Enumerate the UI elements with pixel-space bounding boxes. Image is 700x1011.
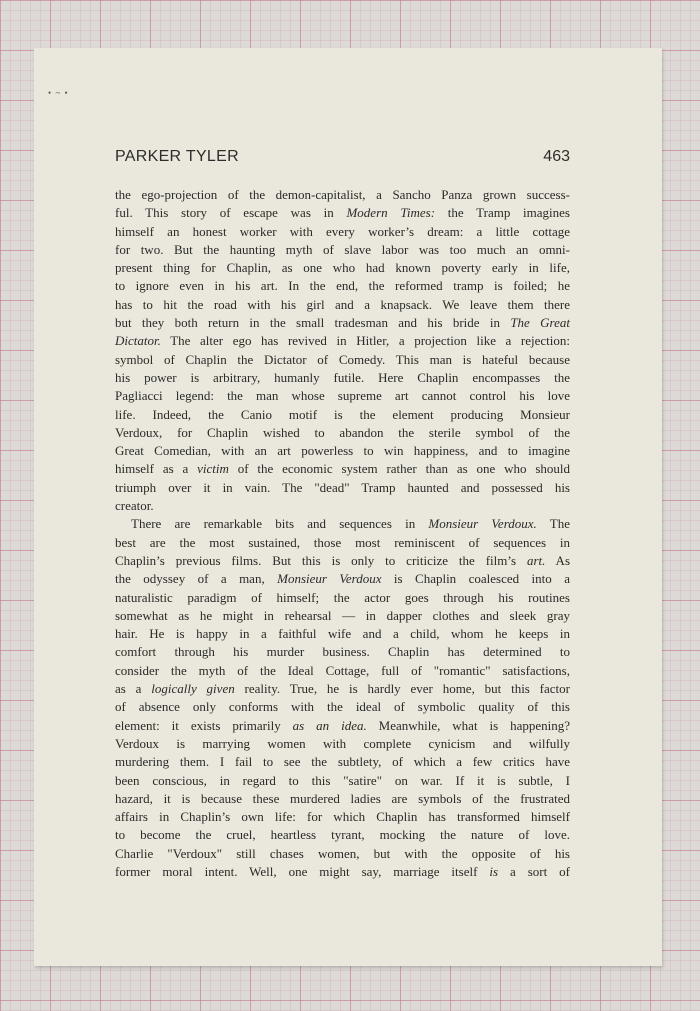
page-number: 463 [543, 148, 570, 165]
text-run: comfort through his murder business. Chaplin has determined to [115, 644, 570, 660]
text-line [115, 204, 570, 222]
text-run: the odyssey of a man, [115, 571, 278, 587]
running-head-author: PARKER TYLER [115, 148, 239, 165]
text-run: to become the cruel, heartless tyrant, mocking the nature of love. [115, 827, 570, 843]
italic-run: is [489, 863, 499, 879]
text-line [115, 351, 570, 369]
italic-run: The Great [510, 315, 570, 331]
text-line [115, 186, 570, 204]
italic-run: art. [526, 552, 546, 568]
italic-run: Dictator. [115, 333, 161, 349]
text-line [115, 241, 570, 259]
text-run: of absence only conforms with the ideal of symbolic quality of this [115, 699, 570, 715]
italic-run: logically given [151, 681, 235, 697]
text-line [115, 863, 570, 881]
text-line [115, 662, 570, 680]
text-run: for two. But the haunting myth of slave labor was too much an omni- [115, 241, 570, 257]
text-run: the Tramp imagines [435, 205, 570, 221]
text-line [115, 406, 570, 424]
italic-run: Monsieur Verdoux [277, 571, 382, 587]
text-line [115, 442, 570, 460]
text-line [115, 314, 570, 332]
text-run: best are the most sustained, those most reminiscent of sequences in [115, 534, 570, 550]
paper-specks: • ~ • [48, 88, 69, 98]
text-run: naturalistic paradigm of himself; the actor goes through his routines [115, 589, 570, 605]
text-line [115, 515, 570, 533]
text-run: The [536, 516, 570, 532]
text-run: hazard, it is because these murdered ladies are symbols of the frustrated [115, 790, 570, 806]
text-line [115, 424, 570, 442]
text-line [115, 552, 570, 570]
text-line [115, 698, 570, 716]
text-run: somewhat as he might in rehearsal — in dapper clothes and sleek gray [115, 607, 570, 623]
text-line [115, 223, 570, 241]
body-text [115, 186, 570, 881]
text-run: himself an honest worker with every worker’s dream: a little cottage [115, 223, 570, 239]
text-run: has to hit the road with his girl and a knapsack. We leave them there [115, 296, 570, 312]
running-header [115, 148, 570, 172]
text-line [115, 826, 570, 844]
text-run: murdering them. I fail to see the subtlety, of which a few critics have [115, 754, 570, 770]
text-run: consider the myth of the Ideal Cottage, full of "romantic" satisfactions, [115, 662, 570, 678]
text-line [115, 643, 570, 661]
text-line [115, 460, 570, 478]
italic-run: Modern Times: [346, 205, 436, 221]
text-run: ful. This story of escape was in [115, 205, 347, 221]
text-line [115, 625, 570, 643]
text-run: is Chaplin coalesced into a [381, 571, 570, 587]
text-line [115, 790, 570, 808]
text-line [115, 296, 570, 314]
text-line [115, 259, 570, 277]
italic-run: victim [197, 461, 229, 477]
text-run: been conscious, in regard to this "satire" on war. If it is subtle, I [115, 772, 570, 788]
text-run: There are remarkable bits and sequences in [131, 516, 429, 532]
text-line [115, 845, 570, 863]
book-page [34, 48, 662, 966]
text-run: of the economic system rather than as one who should [228, 461, 570, 477]
text-run: present thing for Chaplin, as one who had known poverty early in life, [115, 260, 570, 276]
text-line [115, 735, 570, 753]
text-run: the ego-projection of the demon-capitalist, a Sancho Panza grown success- [115, 187, 570, 202]
text-run: a sort of [498, 863, 570, 879]
text-run: Meanwhile, what is happening? [366, 717, 571, 733]
text-run: Great Comedian, with an art powerless to win happiness, and to imagine [115, 443, 570, 459]
text-run: creator. [115, 498, 154, 514]
text-line [115, 479, 570, 497]
text-run: Verdoux is marrying women with complete cynicism and wilfully [115, 735, 570, 751]
text-line [115, 534, 570, 552]
text-run: hair. He is happy in a faithful wife and a child, whom he keeps in [115, 626, 570, 642]
text-line [115, 387, 570, 405]
text-run: triumph over it in vain. The "dead" Tramp haunted and possessed his [115, 479, 570, 495]
text-line [115, 332, 570, 350]
text-run: his power is arbitrary, humanly futile. Here Chaplin encompasses the [115, 369, 570, 385]
text-run: Chaplin’s previous films. But this is only to criticize the film’s [115, 552, 527, 568]
text-run: former moral intent. Well, one might say, marriage itself [115, 863, 490, 879]
text-run: himself as a [115, 461, 198, 477]
text-line [115, 808, 570, 826]
text-run: affairs in Chaplin’s own life: for which Chaplin has transformed himself [115, 809, 570, 825]
text-run: Verdoux, for Chaplin wished to abandon the sterile symbol of the [115, 424, 570, 440]
text-run: element: it exists primarily [115, 717, 293, 733]
text-run: reality. True, he is hardly ever home, but this factor [234, 681, 570, 697]
text-line [115, 607, 570, 625]
text-line [115, 497, 570, 515]
text-run: Pagliacci legend: the man whose supreme art cannot control his love [115, 388, 570, 404]
text-run: but they both return in the small tradesman and his bride in [115, 315, 511, 331]
text-run: to ignore even in his art. In the end, the reformed tramp is foiled; he [115, 278, 570, 294]
text-run: Charlie "Verdoux" still chases women, but with the opposite of his [115, 845, 570, 861]
text-run: as a [115, 681, 152, 697]
text-run: As [545, 552, 570, 568]
text-run: symbol of Chaplin the Dictator of Comedy. This man is hateful because [115, 351, 570, 367]
italic-run: as an idea. [292, 717, 367, 733]
text-line [115, 589, 570, 607]
text-line [115, 570, 570, 588]
italic-run: Monsieur Verdoux. [428, 516, 537, 532]
text-line [115, 717, 570, 735]
text-line [115, 277, 570, 295]
text-line [115, 369, 570, 387]
text-line [115, 772, 570, 790]
text-line [115, 680, 570, 698]
text-line [115, 753, 570, 771]
text-run: The alter ego has revived in Hitler, a projection like a rejection: [160, 333, 570, 349]
text-run: life. Indeed, the Canio motif is the element producing Monsieur [115, 406, 570, 422]
